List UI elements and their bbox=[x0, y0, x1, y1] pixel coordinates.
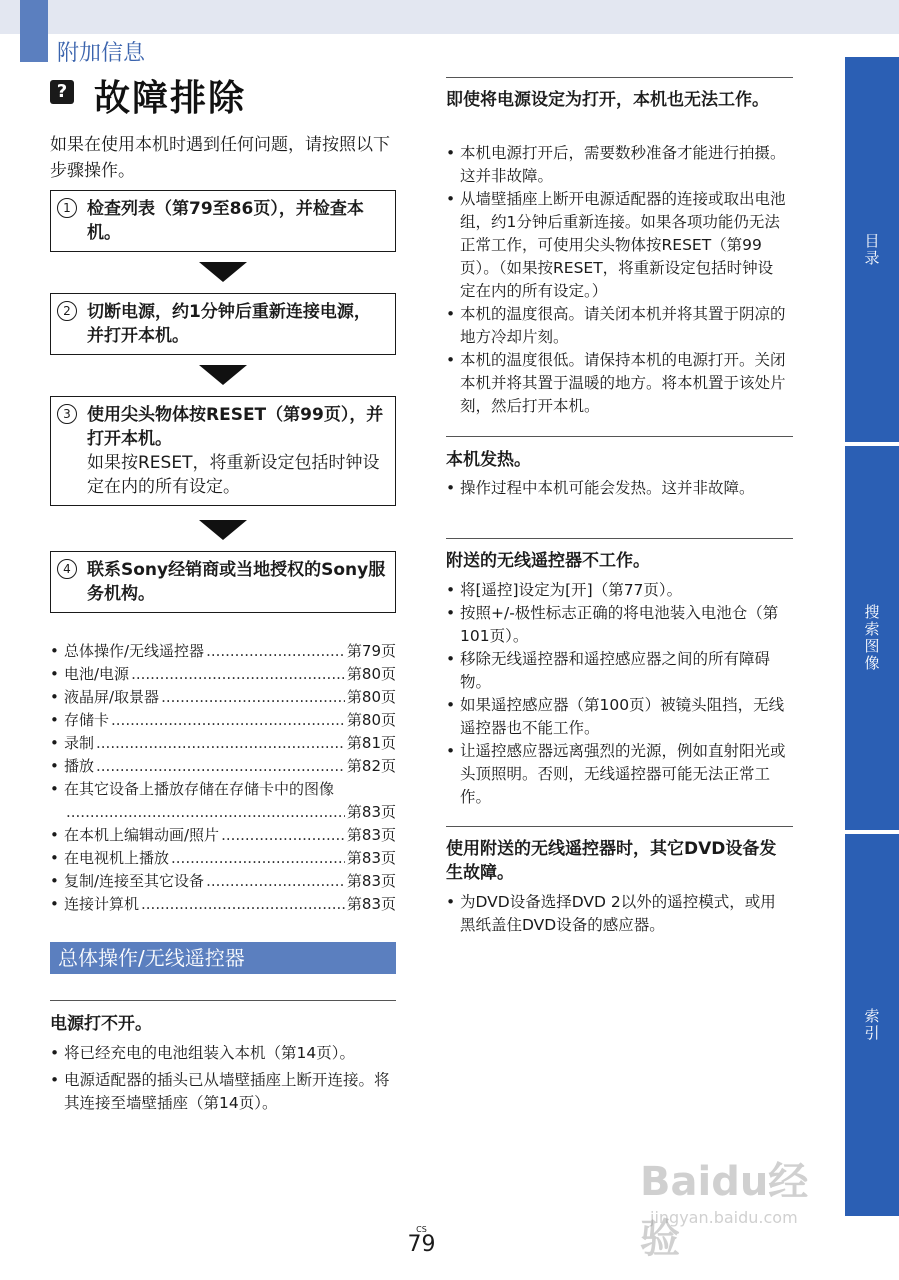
section-heading: 总体操作/无线遥控器 bbox=[50, 942, 396, 974]
top-banner-accent bbox=[20, 0, 48, 62]
toc-page: 第81页 bbox=[346, 734, 396, 752]
divider bbox=[446, 826, 793, 827]
toc-label: • 总体操作/无线遥控器 bbox=[64, 642, 205, 660]
bullet-item: • 将[遥控]设定为[开]（第77页）。 bbox=[446, 579, 786, 602]
toc-page: 第83页 bbox=[346, 895, 396, 913]
toc-label: • 电池/电源 bbox=[64, 665, 130, 683]
step-2 bbox=[50, 293, 396, 355]
bullet-item: • 本机的温度很高。请关闭本机并将其置于阴凉的地方冷却片刻。 bbox=[446, 303, 786, 349]
page-number: 79 bbox=[407, 1232, 436, 1257]
watermark-logo bbox=[640, 1150, 840, 1262]
issue-title: 即使将电源设定为打开，本机也无法工作。 bbox=[446, 90, 769, 110]
toc-page: 第80页 bbox=[346, 688, 396, 706]
watermark-text: Baidu经验 bbox=[640, 1159, 809, 1262]
bullet-item: • 从墙壁插座上断开电源适配器的连接或取出电池组，约1分钟后重新连接。如果各项功能仍无法正常工作，可使用尖头物体按RESET（第99页）。（如果按RESET，将重新设定包括时钟设定在内的所有设定。） bbox=[446, 188, 786, 303]
toc-item[interactable] bbox=[50, 640, 396, 663]
step-text: 使用尖头物体按RESET（第99页），并打开本机。 bbox=[87, 405, 384, 449]
down-arrow-icon bbox=[199, 262, 247, 282]
step-number: 2 bbox=[57, 301, 77, 321]
down-arrow-icon bbox=[199, 520, 247, 540]
step-number: 3 bbox=[57, 404, 77, 424]
issue-bullets bbox=[446, 477, 786, 500]
toc-item[interactable] bbox=[50, 663, 396, 686]
bullet-item: • 按照+/-极性标志正确的将电池装入电池仓（第101页）。 bbox=[446, 602, 786, 648]
toc-label: • 在电视机上播放 bbox=[64, 849, 170, 867]
divider bbox=[446, 77, 793, 78]
toc-item[interactable] bbox=[50, 732, 396, 755]
bullet-item: • 让遥控感应器远离强烈的光源，例如直射阳光或头顶照明。否则，无线遥控器可能无法正常工作。 bbox=[446, 740, 786, 809]
tab-search-images[interactable]: 搜索图像 bbox=[845, 446, 899, 830]
toc-page: 第83页 bbox=[346, 803, 396, 821]
toc-label: • 连接计算机 bbox=[64, 895, 140, 913]
step-subtext: 如果按RESET，将重新设定包括时钟设定在内的所有设定。 bbox=[87, 453, 380, 497]
divider bbox=[446, 436, 793, 437]
intro-text: 如果在使用本机时遇到任何问题，请按照以下步骤操作。 bbox=[50, 135, 390, 181]
toc-page: 第79页 bbox=[346, 642, 396, 660]
bullet-item: • 将已经充电的电池组装入本机（第14页）。 bbox=[50, 1042, 390, 1065]
step-text: 联系Sony经销商或当地授权的Sony服务机构。 bbox=[87, 560, 386, 604]
toc-list bbox=[50, 640, 396, 916]
step-1 bbox=[50, 190, 396, 252]
toc-item[interactable] bbox=[50, 778, 396, 824]
toc-item[interactable] bbox=[50, 709, 396, 732]
issue-bullets bbox=[446, 579, 786, 809]
issue-bullets bbox=[50, 1042, 390, 1115]
toc-page: 第83页 bbox=[346, 872, 396, 890]
toc-page: 第82页 bbox=[346, 757, 396, 775]
toc-item[interactable] bbox=[50, 824, 396, 847]
tab-index[interactable]: 索引 bbox=[845, 834, 899, 1216]
divider bbox=[446, 538, 793, 539]
toc-label: • 复制/连接至其它设备 bbox=[64, 872, 205, 890]
divider bbox=[50, 1000, 396, 1001]
tab-contents[interactable]: 目录 bbox=[845, 57, 899, 442]
toc-page: 第83页 bbox=[346, 849, 396, 867]
down-arrow-icon bbox=[199, 365, 247, 385]
issue-title: 附送的无线遥控器不工作。 bbox=[446, 551, 650, 571]
toc-page: 第80页 bbox=[346, 665, 396, 683]
toc-page: 第83页 bbox=[346, 826, 396, 844]
toc-label: • 在本机上编辑动画/照片 bbox=[64, 826, 220, 844]
toc-label: • 录制 bbox=[64, 734, 95, 752]
step-text: 切断电源，约1分钟后重新连接电源，并打开本机。 bbox=[87, 302, 371, 346]
bullet-item: • 移除无线遥控器和遥控感应器之间的所有障碍物。 bbox=[446, 648, 786, 694]
step-text: 检查列表（第79至86页），并检查本机。 bbox=[87, 199, 364, 243]
issue-bullets bbox=[446, 891, 786, 937]
section-label: 附加信息 bbox=[57, 41, 146, 66]
toc-item[interactable] bbox=[50, 847, 396, 870]
question-mark-icon: ? bbox=[50, 80, 74, 104]
step-3 bbox=[50, 396, 396, 506]
toc-page: 第80页 bbox=[346, 711, 396, 729]
toc-item[interactable] bbox=[50, 686, 396, 709]
toc-item[interactable] bbox=[50, 755, 396, 778]
toc-item[interactable] bbox=[50, 893, 396, 916]
issue-title: 本机发热。 bbox=[446, 450, 531, 470]
step-number: 1 bbox=[57, 198, 77, 218]
page-title: 故障排除 bbox=[94, 78, 247, 119]
issue-title: 使用附送的无线遥控器时，其它DVD设备发生故障。 bbox=[446, 839, 777, 883]
toc-label: • 液晶屏/取景器 bbox=[64, 688, 160, 706]
issue-bullets bbox=[446, 142, 786, 418]
issue-title: 电源打不开。 bbox=[50, 1014, 152, 1034]
bullet-item: • 电源适配器的插头已从墙壁插座上断开连接。将其连接至墙壁插座（第14页）。 bbox=[50, 1069, 390, 1115]
bullet-item: • 为DVD设备选择DVD 2以外的遥控模式，或用黑纸盖住DVD设备的感应器。 bbox=[446, 891, 786, 937]
toc-label: • 播放 bbox=[64, 757, 95, 775]
bullet-item: • 操作过程中本机可能会发热。这并非故障。 bbox=[446, 477, 786, 500]
watermark-url: jingyan.baidu.com bbox=[650, 1208, 798, 1227]
toc-item[interactable] bbox=[50, 870, 396, 893]
toc-label: • 存储卡 bbox=[64, 711, 110, 729]
language-code: CS bbox=[416, 1225, 427, 1234]
bullet-item: • 本机电源打开后，需要数秒准备才能进行拍摄。这并非故障。 bbox=[446, 142, 786, 188]
bullet-item: • 本机的温度很低。请保持本机的电源打开。关闭本机并将其置于温暖的地方。将本机置于该处片刻，然后打开本机。 bbox=[446, 349, 786, 418]
top-banner bbox=[0, 0, 899, 34]
toc-label: • 在其它设备上播放存储在存储卡中的图像 bbox=[64, 780, 335, 798]
step-4 bbox=[50, 551, 396, 613]
bullet-item: • 如果遥控感应器（第100页）被镜头阻挡，无线遥控器也不能工作。 bbox=[446, 694, 786, 740]
step-number: 4 bbox=[57, 559, 77, 579]
